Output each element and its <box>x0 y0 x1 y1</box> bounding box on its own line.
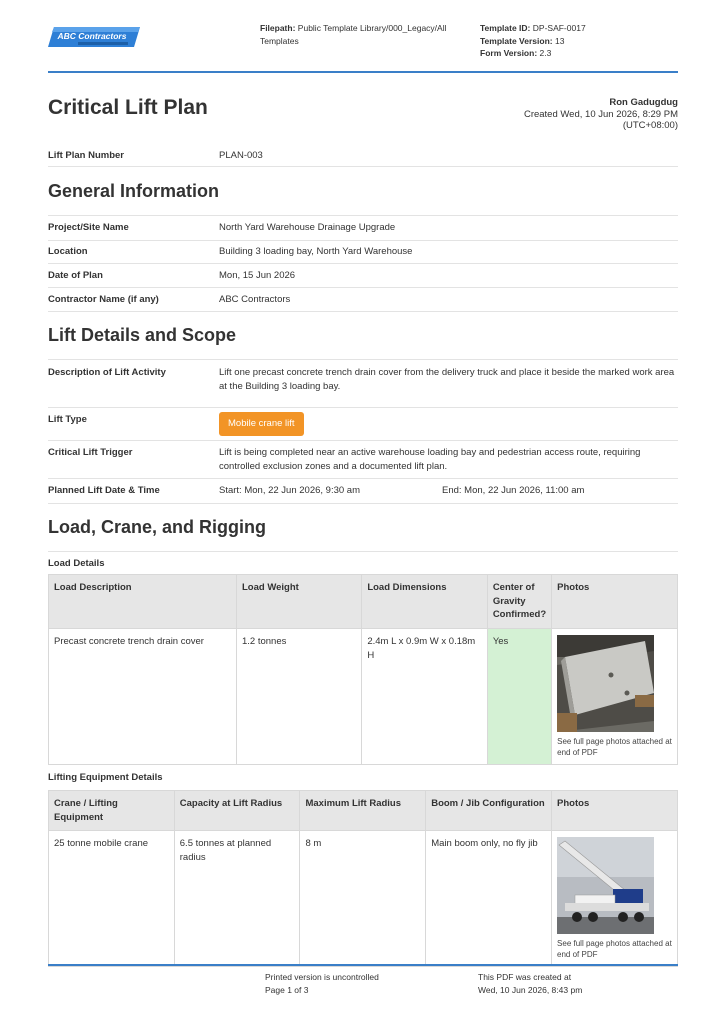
uncontrolled-notice: Printed version is uncontrolled <box>265 972 379 982</box>
footer-right <box>478 971 582 997</box>
contractor-label: Contractor Name (if any) <box>48 294 159 305</box>
section-scope-heading: Lift Details and Scope <box>48 325 237 345</box>
lift-description-row <box>48 359 678 408</box>
planned-start: Start: Mon, 22 Jun 2026, 9:30 am <box>219 485 361 496</box>
date-label: Date of Plan <box>48 270 103 281</box>
project-value: North Yard Warehouse Drainage Upgrade <box>219 222 396 233</box>
lift-trigger-label: Critical Lift Trigger <box>48 447 133 458</box>
footer-divider <box>48 964 678 966</box>
created-date: Created Wed, 10 Jun 2026, 8:29 PM <box>523 108 678 120</box>
planned-time-row <box>48 479 678 504</box>
load-photo-note: See full page photos attached at end of PDF <box>557 736 672 757</box>
location-value: Building 3 loading bay, North Yard Warehouse <box>219 246 413 257</box>
company-logo <box>48 26 140 52</box>
col-photos: Photos <box>552 575 678 629</box>
table-header-row <box>49 575 678 629</box>
table-row <box>49 831 678 967</box>
plan-number-label: Lift Plan Number <box>48 150 125 161</box>
lift-description-label: Description of Lift Activity <box>48 367 166 378</box>
page-number: Page 1 of 3 <box>265 985 309 995</box>
boom-config-cell: Main boom only, no fly jib <box>426 831 552 967</box>
plan-number-value: PLAN-003 <box>219 150 263 161</box>
date-value: Mon, 15 Jun 2026 <box>219 270 296 281</box>
date-row <box>48 264 678 288</box>
col-boom-config: Boom / Jib Configuration <box>426 791 552 831</box>
template-id-label: Template ID: <box>480 23 531 33</box>
capacity-cell: 6.5 tonnes at planned radius <box>174 831 300 967</box>
max-radius-cell: 8 m <box>300 831 426 967</box>
load-description-cell: Precast concrete trench drain cover <box>49 628 237 764</box>
crane-photo-cell <box>552 831 678 967</box>
lift-type-badge: Mobile crane lift <box>219 412 304 436</box>
lift-type-label: Lift Type <box>48 414 87 425</box>
col-load-description: Load Description <box>49 575 237 629</box>
page-header <box>48 18 678 72</box>
col-load-weight: Load Weight <box>236 575 361 629</box>
pdf-created-label: This PDF was created at <box>478 972 572 982</box>
lift-trigger-row <box>48 441 678 479</box>
author-name: Ron Gadugdug <box>609 97 678 108</box>
project-label: Project/Site Name <box>48 222 129 233</box>
form-version-value: 2.3 <box>539 48 552 58</box>
created-timezone: (UTC+08:00) <box>622 120 678 131</box>
footer-left <box>265 971 379 997</box>
filepath-label: Filepath: <box>260 23 296 33</box>
col-photos: Photos <box>552 791 678 831</box>
lift-type-row <box>48 407 678 441</box>
section-rigging-heading: Load, Crane, and Rigging <box>48 517 267 537</box>
col-max-radius: Maximum Lift Radius <box>300 791 426 831</box>
col-crane-equipment: Crane / Lifting Equipment <box>49 791 175 831</box>
load-weight-cell: 1.2 tonnes <box>236 628 361 764</box>
svg-text:ABC Contractors: ABC Contractors <box>57 31 127 41</box>
page-title: Critical Lift Plan <box>48 96 208 119</box>
table-row <box>49 628 678 764</box>
col-load-dimensions: Load Dimensions <box>362 575 488 629</box>
col-cog-confirmed: Center of Gravity Confirmed? <box>487 575 551 629</box>
crane-photo-note: See full page photos attached at end of PDF <box>557 939 672 959</box>
crane-photo-thumbnail[interactable] <box>557 837 654 934</box>
lift-description-value: Lift one precast concrete trench drain cover from the delivery truck and place it beside the marked work area at the Building 3 loading bay. <box>219 367 675 392</box>
crane-equipment-cell: 25 tonne mobile crane <box>49 831 175 967</box>
table-header-row <box>49 791 678 831</box>
pdf-created-value: Wed, 10 Jun 2026, 8:43 pm <box>478 985 583 995</box>
plan-number-row <box>48 148 678 167</box>
filepath <box>260 22 460 47</box>
author-block <box>524 97 678 132</box>
contractor-value: ABC Contractors <box>219 294 291 305</box>
load-dimensions-cell: 2.4m L x 0.9m W x 0.18m H <box>362 628 488 764</box>
lifting-equipment-table <box>48 790 678 967</box>
contractor-row <box>48 288 678 312</box>
filepath-value: Public Template Library/000_Legacy/All Templates <box>260 23 447 46</box>
lifting-equipment-heading: Lifting Equipment Details <box>48 772 163 783</box>
load-details-heading: Load Details <box>48 558 105 569</box>
template-version-value: 13 <box>554 35 565 46</box>
template-id-value: DP-SAF-0017 <box>532 23 586 33</box>
cog-confirmed-cell: Yes <box>487 628 551 764</box>
form-version-label: Form Version: <box>480 48 538 58</box>
project-row <box>48 215 678 241</box>
location-label: Location <box>48 246 88 257</box>
col-capacity: Capacity at Lift Radius <box>174 791 300 831</box>
template-version-label: Template Version: <box>480 35 553 46</box>
header-divider <box>48 71 678 73</box>
load-details-table <box>48 574 678 765</box>
lift-trigger-value: Lift is being completed near an active warehouse loading bay and pedestrian access route, requiring controlled exclusion zones and a documented lift plan. <box>219 447 641 472</box>
planned-time-label: Planned Lift Date & Time <box>48 485 160 496</box>
template-info <box>480 22 680 60</box>
planned-end: End: Mon, 22 Jun 2026, 11:00 am <box>442 485 585 496</box>
load-photo-thumbnail[interactable] <box>557 635 654 732</box>
location-row <box>48 240 678 264</box>
section-divider <box>48 551 678 552</box>
section-general-heading: General Information <box>48 181 220 201</box>
load-photo-cell <box>552 628 678 764</box>
